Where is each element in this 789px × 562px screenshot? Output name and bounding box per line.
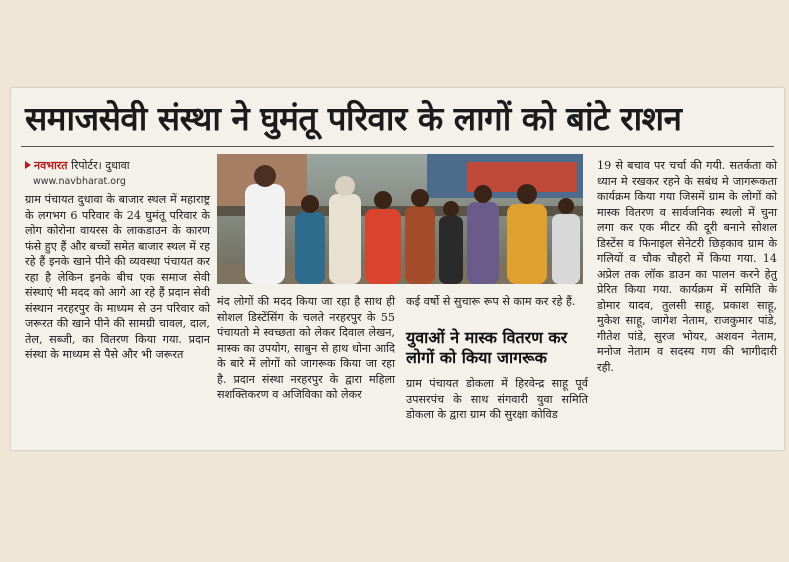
newspaper-clipping: [11, 88, 784, 450]
byline-location: रिपोर्टर। दुधावा: [67, 159, 130, 172]
column-3-top-text: कई वर्षो से सुचारू रूप से काम कर रहे हैं.: [406, 295, 576, 308]
column-2-text: मंद लोगों की मदद किया जा रहा है साथ ही सोशल डिस्टेंसिंग के चलते नरहरपुर के 55 पंचायतो मे स्वच्छता को लेकर दिवाल लेखन, मास्क का उपयोग, साबुन से हाथ धोना आदि के बारे में लोगों को जागरूक किया जा रहा है. प्रदान संस्था नरहरपुर के द्वारा महिला सशक्तिकरण व अजिविका को लेकर: [217, 295, 395, 401]
news-photo: [217, 154, 583, 284]
triangle-bullet-icon: [25, 161, 31, 169]
column-4: [597, 158, 777, 375]
column-3-top: [406, 294, 588, 310]
website-label: www.navbharat.org: [33, 176, 126, 187]
photo-illustration: [217, 154, 583, 284]
column-1-text: ग्राम पंचायत दुधावा के बाजार स्थल में महाराष्ट्र के लगभग 6 परिवार के 24 घुमंतू परिवार के लोग कोरोना वायरस के लाकडाउन के कारण फंसे हुए हैं और बच्चों समेत बाजार स्थल में रह रहे हैं इनके खाने पीने की व्यवस्था पंचायत कर रहा है लेकिन इनके बीच एक समाज सेवी संस्थाएं भी मदद को आगे आ रहे हैं प्रदान सेवी संस्थान नरहरपुर के माध्यम से उन परिवार को जरूरत की खाने पीने की सामग्री चावल, दाल, तेल, सब्जी, का वितरण किया गया. प्रदान संस्था के माध्यम से पैसे और भी जरूरत: [25, 193, 210, 361]
column-4-text: 19 से बचाव पर चर्चा की गयी. सतर्कता को ध्यान मे रखकर रहने के सबंध मे जागरूकता कार्यक्रम किया गया जिसमें ग्राम के लोगों को मास्क वितरण व सार्वजनिक स्थलो में चुना लगा कर एक मीटर की दूरी बनाने सोशल डिस्टेंस व फिनाइल सेनेटरी छिड़काव ग्राम के गलियों व चौक चौहरो में किया गया. 14 अप्रेल तक लॉक डाउन का पालन करने हेतु प्रेरित किया गया. कार्यक्रम में समिति के डोमार यादव, तुलसी साहू, प्रकाश साहू, मुकेश साहू, जागेश नेताम, राजकुमार पांडे, गीतेश पांडे, सुरज भोयर, अशवन नेताम, मनोज नेताम व सदस्य गण की भागीदारी रही.: [597, 159, 777, 374]
byline-brand: नवभारत: [34, 159, 68, 172]
subheadline: युवाओं ने मास्क वितरण कर लोगों को किया जागरूक: [406, 328, 568, 367]
headline: समाजसेवी संस्था ने घुमंतू परिवार के लागों को बांटे राशन: [25, 99, 682, 138]
column-3-bottom-text: ग्राम पंचायत डोकला में हिरवेन्द्र साहू पूर्व उपसरपंच के साथ संगवारी युवा समिति डोकला के द्वारा ग्राम की सुरक्षा कोविड: [406, 377, 588, 421]
column-1: [25, 192, 210, 363]
column-2: [217, 294, 395, 403]
byline: [25, 158, 130, 173]
column-3-bottom: [406, 376, 588, 423]
headline-rule: [21, 146, 774, 147]
